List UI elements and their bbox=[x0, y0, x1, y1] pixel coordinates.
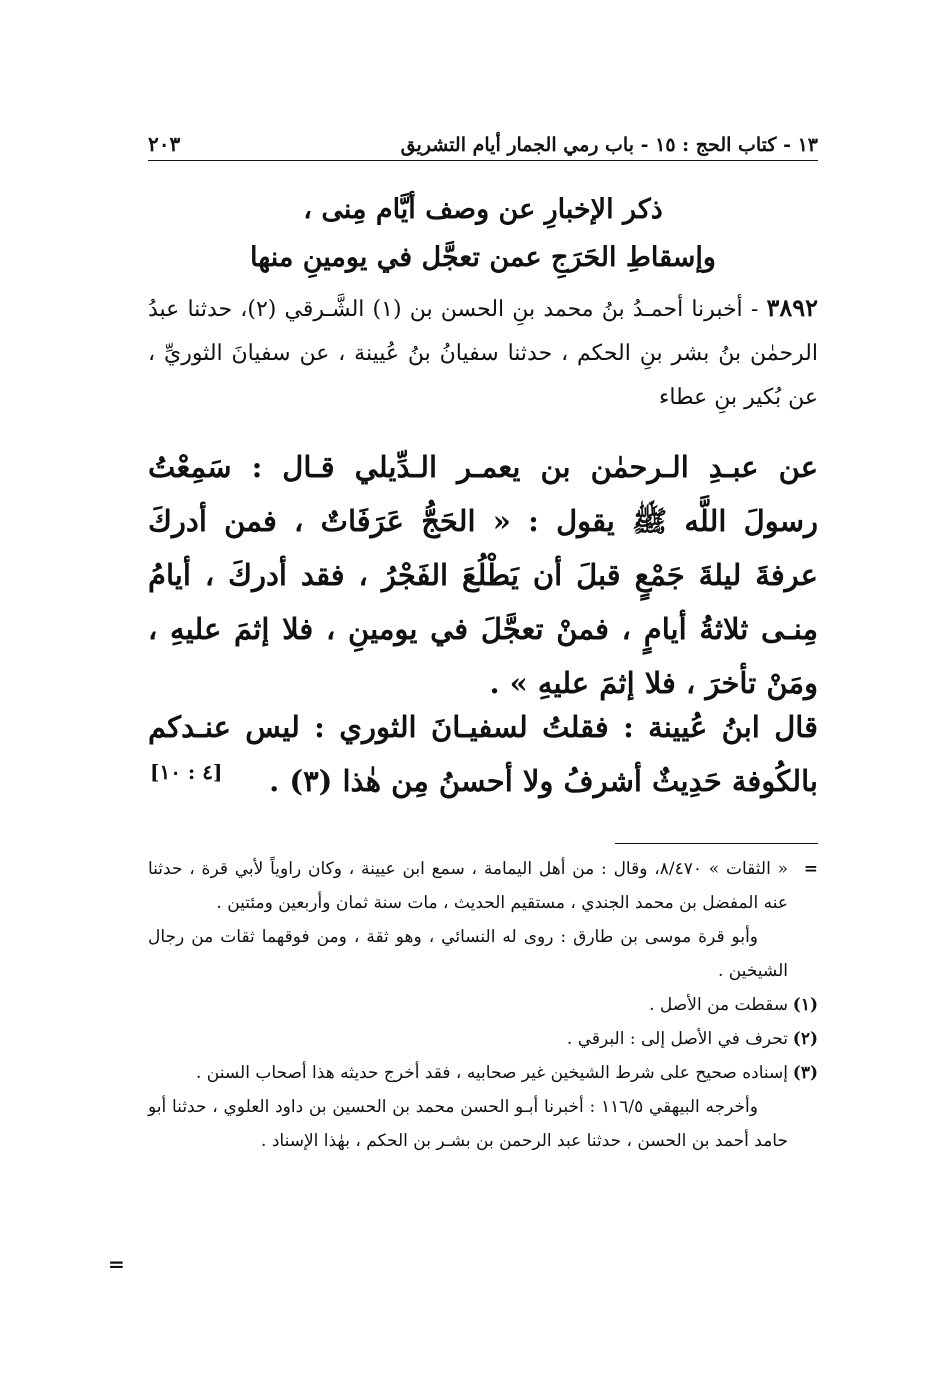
continuation-mark: = bbox=[803, 859, 818, 879]
page-number: ٢٠٣ bbox=[148, 132, 181, 156]
footnote-continuation bbox=[148, 852, 818, 920]
page-end-continuation-mark: = bbox=[108, 1252, 125, 1276]
narrator-comment: قال ابنُ عُيينة : فقلتُ لسفيـانَ الثوري : ليس عنـدكم بالكُوفة حَدِيثٌ أشرفُ ولا أحسنُ مِن هٰذا (٣) . bbox=[148, 710, 818, 798]
footnote-2 bbox=[148, 1022, 818, 1056]
footnote-2-mark: (٢) bbox=[792, 1029, 818, 1049]
footnote-2-text: تحرف في الأصل إلى : البرقي . bbox=[566, 1029, 788, 1049]
page-header bbox=[148, 118, 818, 161]
footnote-divider bbox=[615, 843, 818, 844]
footnote-3-text: إسناده صحيح على شرط الشيخين غير صحابيه ، فقد أخرج حديثه هذا أصحاب السنن . bbox=[195, 1063, 788, 1083]
footnote-continuation-text: « الثقات » ٨/٤٧٠، وقال : من أهل اليمامة ، سمع ابن عيينة ، وكان راوياً لأبي قرة ، حدثنا عنه المفضل بن محمد الجندي ، مستقيم الحديث ، مات سنة ثمان وأربعين ومئتين . bbox=[148, 859, 788, 913]
footnote-1-mark: (١) bbox=[792, 995, 818, 1015]
footnote-continuation-2: وأبو قرة موسى بن طارق : روى له النسائي ، وهو ثقة ، ومن فوقهما ثقات من رجال الشيخين . bbox=[148, 927, 788, 981]
footnote-3 bbox=[148, 1056, 818, 1090]
hadith-isnad: - أخبرنا أحمـدُ بنُ محمد بنِ الحسن بن (١) الشَّـرقي (٢)، حدثنا عبدُ الرحمٰن بنُ بشر بنِ الحكم ، حدثنا سفيانُ بنُ عُيينة ، عن سفيانَ الثوريِّ ، عن بُكير بنِ عطاء bbox=[148, 297, 818, 410]
footnote-3-mark: (٣) bbox=[792, 1063, 818, 1083]
running-head: ١٣ - كتاب الحج : ١٥ - باب رمي الجمار أيام التشريق bbox=[400, 134, 818, 156]
hadith-chain bbox=[148, 286, 818, 420]
footnote-1 bbox=[148, 988, 818, 1022]
hadith-text: عن عبـدِ الـرحمٰن بن يعمـر الـدِّيلي قـال : سَمِعْتُ رسولَ اللَّه ﷺ يقول : « الحَجُّ عَرَفَاتٌ ، فمن أدركَ عرفةَ ليلةَ جَمْعٍ قبلَ أن يَطْلُعَ الفَجْرُ ، فقد أدركَ ، أيامُ مِنـى ثلاثةُ أيامٍ ، فمنْ تعجَّلَ في يومينِ ، فلا إثمَ عليهِ ، ومَنْ تأخرَ ، فلا إثمَ عليهِ » . bbox=[148, 450, 818, 700]
section-title-line-1: ذكر الإخبارِ عن وصف أيَّام مِنى ، bbox=[303, 194, 663, 225]
hadith-number: ٣٨٩٢ bbox=[766, 293, 819, 322]
footnote-1-text: سقطت من الأصل . bbox=[649, 995, 788, 1015]
source-reference: [٤ : ١٠] bbox=[150, 760, 223, 784]
section-title bbox=[148, 186, 818, 282]
footnotes bbox=[148, 852, 818, 1158]
section-title-line-2: وإسقاطِ الحَرَجِ عمن تعجَّل في يومينِ منها bbox=[250, 242, 716, 273]
footnote-3-extra: وأخرجه البيهقي ١١٦/٥ : أخبرنا أبـو الحسن محمد بن الحسين بن داود العلوي ، حدثنا أبو حامد أحمد بن الحسن ، حدثنا عبد الرحمن بن بشـر بن الحكم ، بهٰذا الإسناد . bbox=[148, 1097, 788, 1151]
